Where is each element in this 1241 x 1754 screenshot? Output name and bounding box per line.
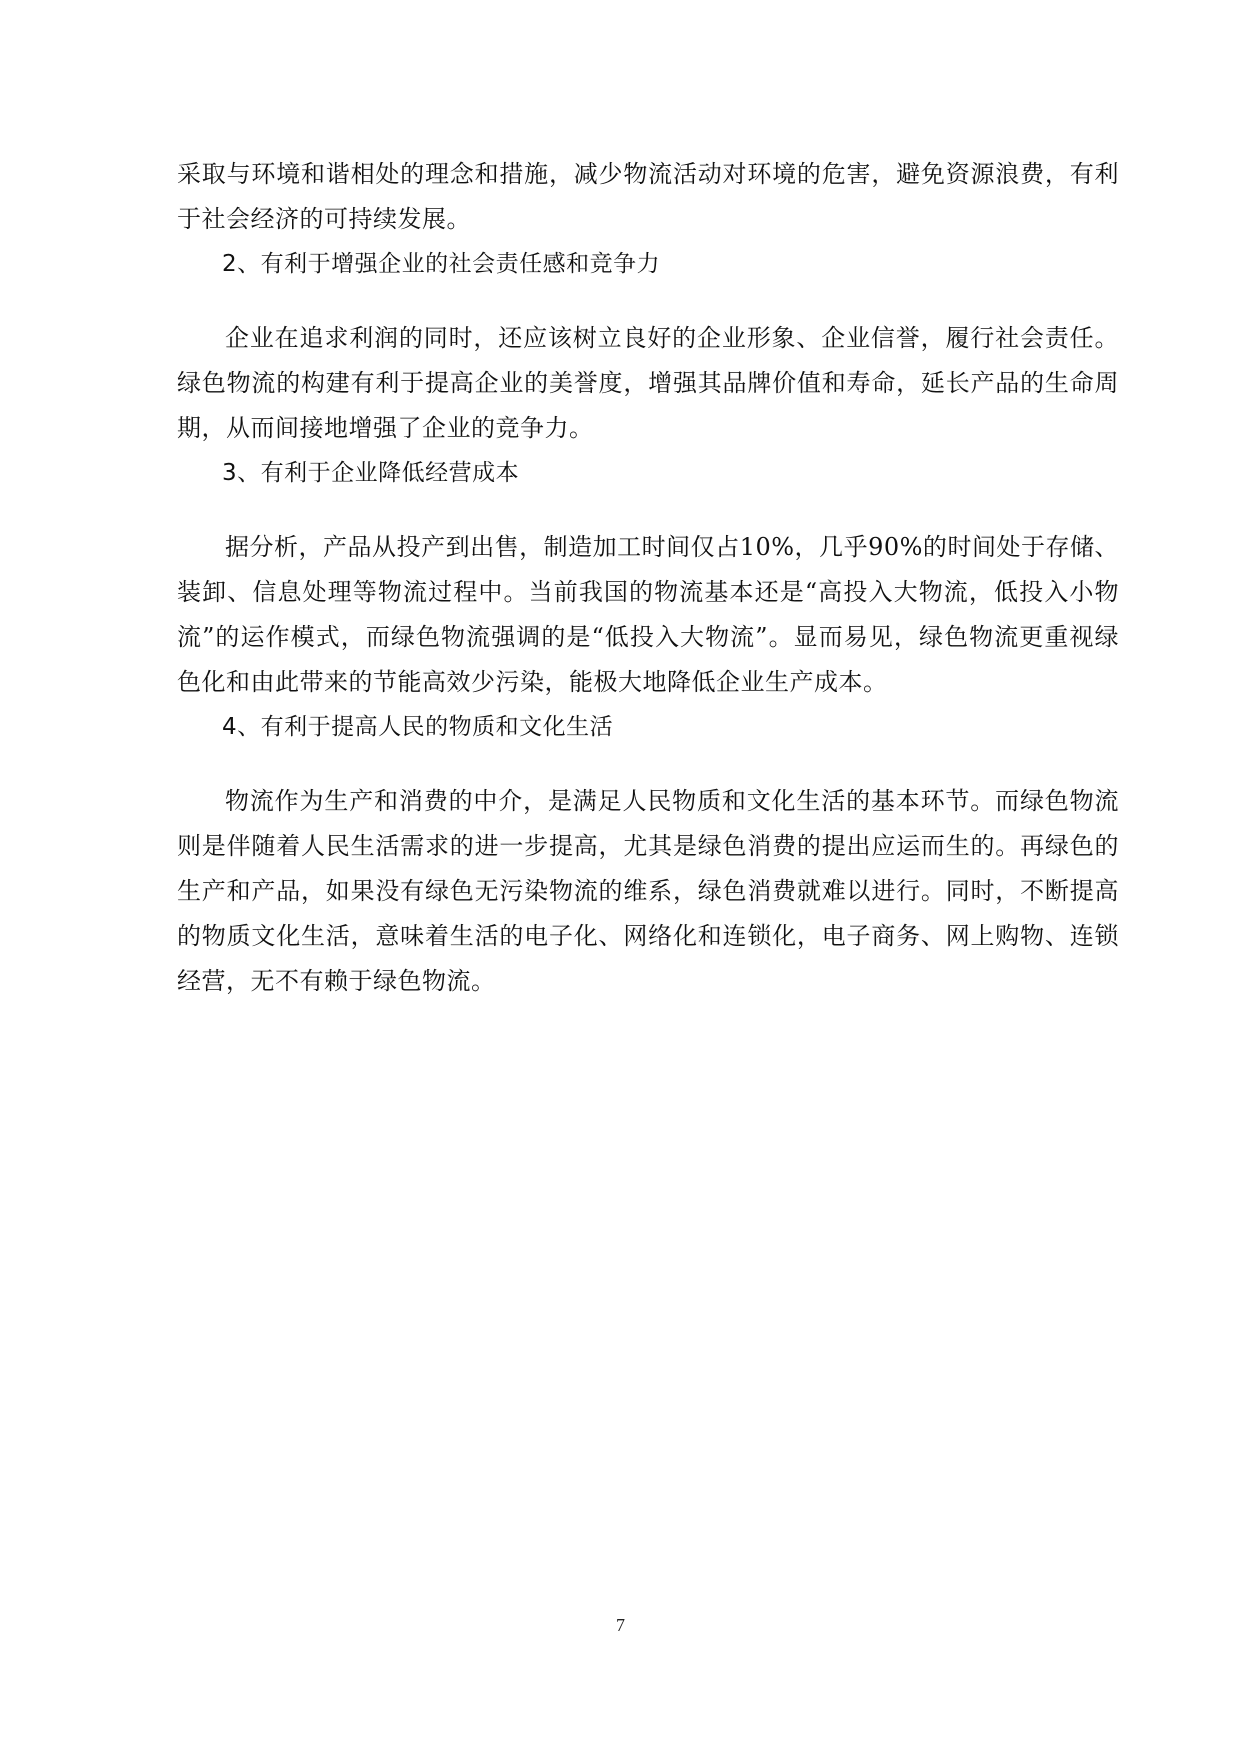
section-heading-4: 4、有利于提高人民的物质和文化生活 [222, 714, 614, 740]
paragraph-social-responsibility: 企业在追求利润的同时，还应该树立良好的企业形象、企业信誉，履行社会责任。绿色物流的构建有利于提高企业的美誉度，增强其品牌价值和寿命，延长产品的生命周期，从而间接地增强了企业的竞争力。 [177, 324, 1119, 442]
paragraph-cost-reduction: 据分析，产品从投产到出售，制造加工时间仅占10%，几乎90%的时间处于存储、装卸、信息处理等物流过程中。当前我国的物流基本还是“高投入大物流，低投入小物流”的运作模式，而绿色物流强调的是“低投入大物流”。显而易见，绿色物流更重视绿色化和由此带来的节能高效少污染，能极大地降低企业生产成本。 [177, 533, 1119, 696]
paragraph-continuation: 采取与环境和谐相处的理念和措施，减少物流活动对环境的危害，避免资源浪费，有利于社会经济的可持续发展。 [177, 160, 1119, 233]
page-body [177, 152, 1119, 1004]
page-number: 7 [616, 1615, 625, 1635]
section-heading-3: 3、有利于企业降低经营成本 [222, 460, 520, 486]
section-heading-2: 2、有利于增强企业的社会责任感和竞争力 [222, 251, 661, 277]
paragraph-living-standards: 物流作为生产和消费的中介，是满足人民物质和文化生活的基本环节。而绿色物流则是伴随着人民生活需求的进一步提高，尤其是绿色消费的提出应运而生的。再绿色的生产和产品，如果没有绿色无污染物流的维系，绿色消费就难以进行。同时，不断提高的物质文化生活，意味着生活的电子化、网络化和连锁化，电子商务、网上购物、连锁经营，无不有赖于绿色物流。 [177, 787, 1119, 995]
